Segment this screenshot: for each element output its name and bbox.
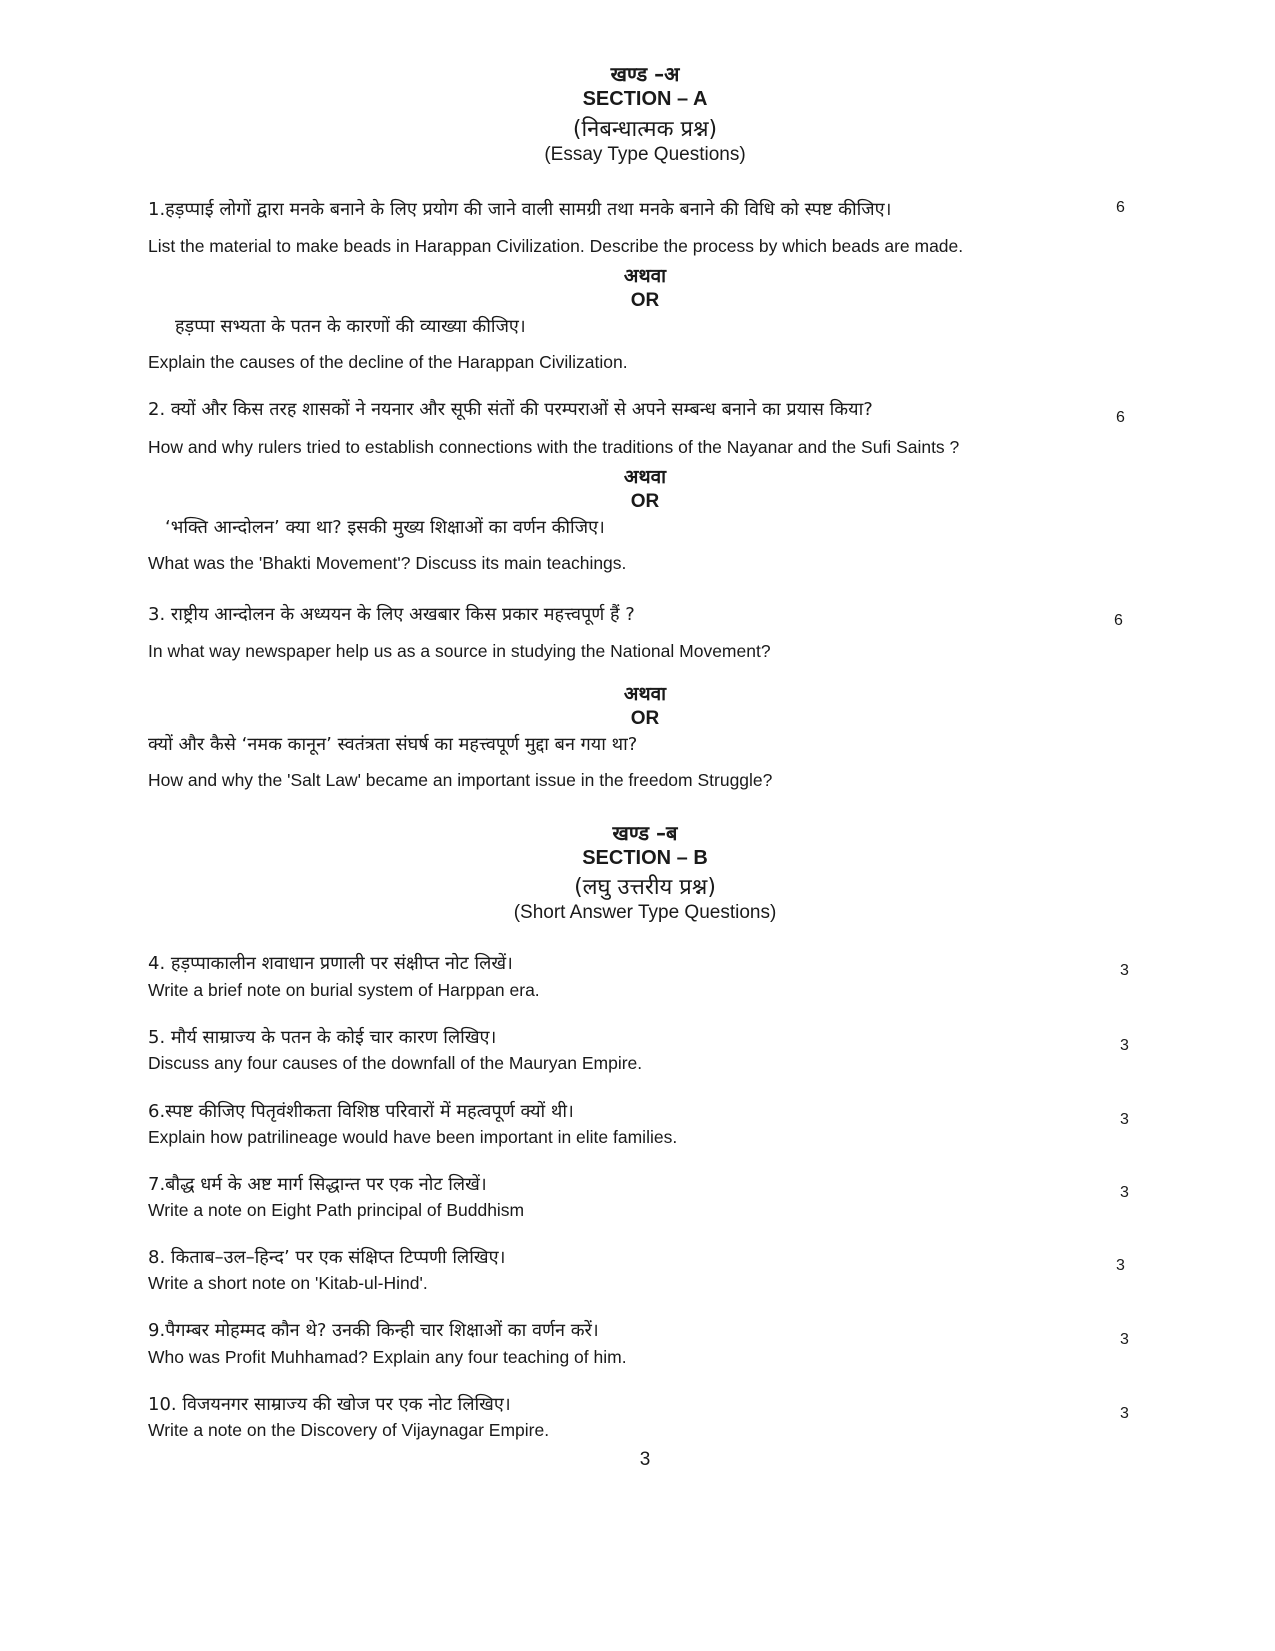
q1-alt-hindi: हड़प्पा सभ्यता के पतन के कारणों की व्याख्या कीजिए। [175,316,526,337]
q10-hindi: 10. विजयनगर साम्राज्य की खोज पर एक नोट लिखिए। [148,1394,511,1415]
q4-hindi: 4. हड़प्पाकालीन शवाधान प्रणाली पर संक्षीप्त नोट लिखें। [148,953,513,974]
q5-hindi: 5. मौर्य साम्राज्य के पतन के कोई चार कारण लिखिए। [148,1027,497,1048]
section-a-type: (Essay Type Questions) [544,144,746,165]
q3-alt-english: How and why the 'Salt Law' became an important issue in the freedom Struggle? [148,770,773,790]
q9-hindi: 9.पैगम्बर मोहम्मद कौन थे? उनकी किन्ही चार शिक्षाओं का वर्णन करें। [148,1320,599,1341]
page-number: 3 [639,1449,651,1470]
q3-marks: 6 [1114,612,1123,629]
q2-alt-english: What was the 'Bhakti Movement'? Discuss its main teachings. [148,553,627,573]
q3-hindi: 3. राष्ट्रीय आन्दोलन के अध्ययन के लिए अखबार किस प्रकार महत्त्वपूर्ण हैं ? [148,604,635,625]
q3-english: In what way newspaper help us as a source in studying the National Movement? [148,641,771,661]
q9-marks: 3 [1120,1331,1129,1348]
q2-alt-hindi: ‘भक्ति आन्दोलन’ क्या था? इसकी मुख्य शिक्षाओं का वर्णन कीजिए। [165,517,605,538]
q2-english: How and why rulers tried to establish connections with the traditions of the Nayanar and the Sufi Saints ? [148,437,960,457]
section-b-title: SECTION – B [582,847,708,869]
q9-english: Who was Profit Muhhamad? Explain any four teaching of him. [148,1347,627,1367]
q2-hindi: 2. क्यों और किस तरह शासकों ने नयनार और सूफी संतों की परम्पराओं से अपने सम्बन्ध बनाने का प्रयास किया? [148,399,873,420]
q2-or-hindi: अथवा [623,466,667,488]
q6-marks: 3 [1120,1111,1129,1128]
q1-marks: 6 [1116,199,1125,216]
section-a-title: SECTION – A [582,88,708,110]
q5-marks: 3 [1120,1037,1129,1054]
q4-english: Write a brief note on burial system of Harppan era. [148,980,540,1000]
q7-english: Write a note on Eight Path principal of Buddhism [148,1200,525,1220]
q3-alt-hindi: क्यों और कैसे ‘नमक कानून’ स्वतंत्रता संघर्ष का महत्त्वपूर्ण मुद्दा बन गया था? [148,734,638,755]
q6-hindi: 6.स्पष्ट कीजिए पितृवंशीकता विशिष्ठ परिवारों में महत्वपूर्ण क्यों थी। [148,1101,574,1122]
q1-or-english: OR [630,290,660,311]
q2-or-english: OR [630,491,660,512]
section-b-hindi-title: खण्ड –ब [612,821,678,845]
q7-marks: 3 [1120,1184,1129,1201]
q8-marks: 3 [1116,1257,1125,1274]
q3-or-hindi: अथवा [623,683,667,705]
q5-english: Discuss any four causes of the downfall of the Mauryan Empire. [148,1053,643,1073]
q10-english: Write a note on the Discovery of Vijaynagar Empire. [148,1420,550,1440]
q10-marks: 3 [1120,1405,1129,1422]
section-a-hindi-title: खण्ड –अ [610,62,680,86]
q1-alt-english: Explain the causes of the decline of the Harappan Civilization. [148,352,628,372]
section-b-hindi-type: (लघु उत्तरीय प्रश्न) [574,875,716,900]
q1-or-hindi: अथवा [623,265,667,287]
q8-english: Write a short note on 'Kitab-ul-Hind'. [148,1273,428,1293]
section-a-hindi-type: (निबन्धात्मक प्रश्न) [572,117,718,142]
q2-marks: 6 [1116,409,1125,426]
q8-hindi: 8. किताब–उल–हिन्द’ पर एक संक्षिप्त टिप्पणी लिखिए। [148,1247,506,1268]
q1-english: List the material to make beads in Harappan Civilization. Describe the process by which beads are made. [148,236,964,256]
section-b-type: (Short Answer Type Questions) [513,902,777,923]
q6-english: Explain how patrilineage would have been important in elite families. [148,1127,678,1147]
q1-hindi: 1.हड़प्पाई लोगों द्वारा मनके बनाने के लिए प्रयोग की जाने वाली सामग्री तथा मनके बनाने की विधि को स्पष्ट कीजिए। [148,199,892,220]
q7-hindi: 7.बौद्ध धर्म के अष्ट मार्ग सिद्धान्त पर एक नोट लिखें। [148,1174,487,1195]
q3-or-english: OR [630,708,660,729]
q4-marks: 3 [1120,962,1129,979]
